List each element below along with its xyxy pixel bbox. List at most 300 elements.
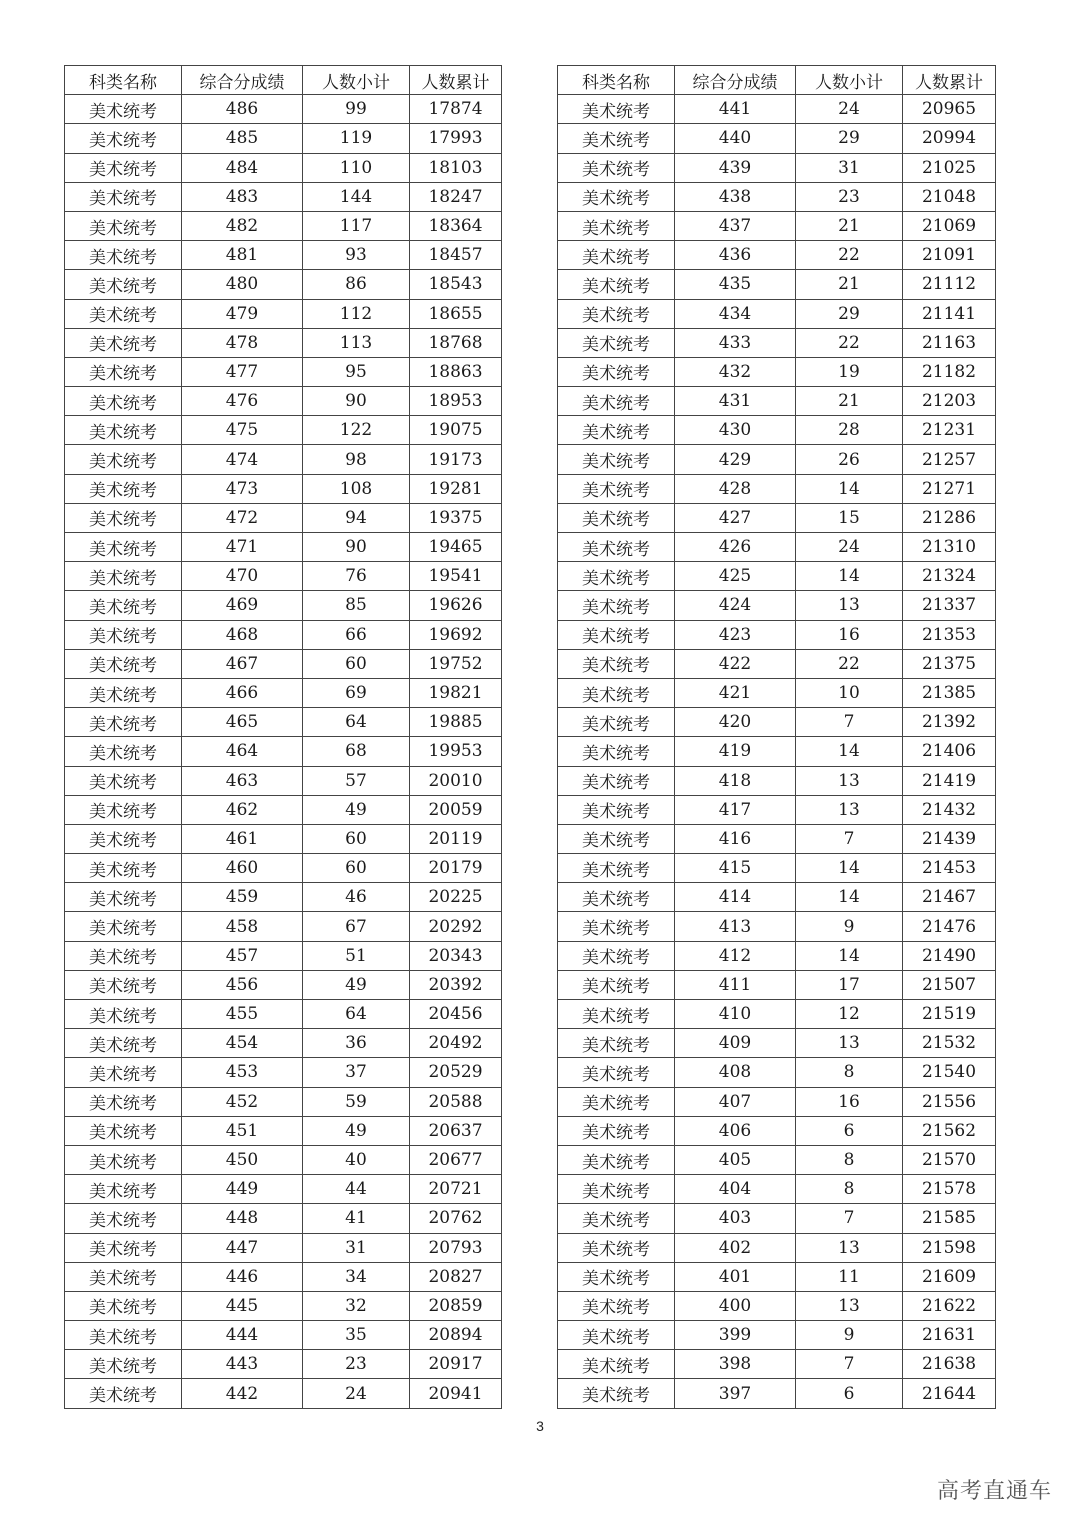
cell-cumulative: 21507	[903, 970, 996, 999]
cell-count: 64	[303, 1000, 410, 1029]
cell-score: 463	[182, 766, 303, 795]
cell-count: 15	[796, 503, 903, 532]
cell-cumulative: 21622	[903, 1291, 996, 1320]
cell-count: 119	[303, 124, 410, 153]
cell-count: 21	[796, 387, 903, 416]
cell-subject: 美术统考	[65, 387, 182, 416]
cell-score: 460	[182, 854, 303, 883]
table-row	[65, 328, 502, 357]
cell-count: 76	[303, 562, 410, 591]
cell-cumulative: 19541	[410, 562, 502, 591]
header-cumulative: 人数累计	[903, 66, 996, 95]
cell-count: 28	[796, 416, 903, 445]
cell-score: 449	[182, 1175, 303, 1204]
table-row	[65, 270, 502, 299]
table-row	[65, 387, 502, 416]
cell-count: 7	[796, 1204, 903, 1233]
table-row	[65, 678, 502, 707]
cell-subject: 美术统考	[558, 1029, 675, 1058]
table-row	[558, 357, 996, 386]
cell-cumulative: 21203	[903, 387, 996, 416]
table-row	[65, 241, 502, 270]
cell-subject: 美术统考	[65, 620, 182, 649]
table-body	[65, 95, 502, 1408]
header-row	[558, 66, 996, 95]
cell-cumulative: 21631	[903, 1321, 996, 1350]
cell-count: 68	[303, 737, 410, 766]
cell-score: 454	[182, 1029, 303, 1058]
cell-count: 13	[796, 1291, 903, 1320]
table-row	[65, 854, 502, 883]
cell-score: 441	[675, 95, 796, 124]
table-row	[558, 153, 996, 182]
cell-count: 66	[303, 620, 410, 649]
cell-count: 35	[303, 1321, 410, 1350]
table-row	[558, 503, 996, 532]
cell-subject: 美术统考	[558, 299, 675, 328]
cell-subject: 美术统考	[558, 1350, 675, 1379]
table-row	[65, 970, 502, 999]
cell-score: 405	[675, 1145, 796, 1174]
cell-count: 60	[303, 649, 410, 678]
table-row	[558, 824, 996, 853]
cell-score: 411	[675, 970, 796, 999]
table-row	[65, 1116, 502, 1145]
cell-score: 421	[675, 678, 796, 707]
table-row	[558, 1145, 996, 1174]
cell-score: 472	[182, 503, 303, 532]
cell-subject: 美术统考	[65, 1233, 182, 1262]
cell-score: 455	[182, 1000, 303, 1029]
cell-score: 465	[182, 708, 303, 737]
cell-count: 22	[796, 328, 903, 357]
table-row	[65, 299, 502, 328]
cell-subject: 美术统考	[558, 941, 675, 970]
cell-score: 446	[182, 1262, 303, 1291]
cell-count: 24	[796, 533, 903, 562]
cell-cumulative: 20965	[903, 95, 996, 124]
cell-count: 69	[303, 678, 410, 707]
cell-subject: 美术统考	[558, 153, 675, 182]
cell-score: 483	[182, 182, 303, 211]
table-header	[558, 66, 996, 95]
cell-cumulative: 20994	[903, 124, 996, 153]
cell-subject: 美术统考	[65, 1321, 182, 1350]
cell-cumulative: 21025	[903, 153, 996, 182]
cell-cumulative: 18247	[410, 182, 502, 211]
cell-score: 419	[675, 737, 796, 766]
cell-cumulative: 19821	[410, 678, 502, 707]
cell-subject: 美术统考	[558, 1321, 675, 1350]
table-row	[65, 95, 502, 124]
cell-score: 440	[675, 124, 796, 153]
table-row	[558, 941, 996, 970]
cell-count: 13	[796, 1233, 903, 1262]
table-row	[65, 649, 502, 678]
cell-subject: 美术统考	[558, 854, 675, 883]
cell-count: 21	[796, 270, 903, 299]
cell-subject: 美术统考	[65, 241, 182, 270]
cell-count: 64	[303, 708, 410, 737]
cell-cumulative: 19692	[410, 620, 502, 649]
cell-subject: 美术统考	[65, 328, 182, 357]
cell-cumulative: 21598	[903, 1233, 996, 1262]
table-row	[65, 766, 502, 795]
cell-subject: 美术统考	[558, 766, 675, 795]
cell-subject: 美术统考	[558, 182, 675, 211]
cell-score: 412	[675, 941, 796, 970]
cell-count: 13	[796, 1029, 903, 1058]
cell-subject: 美术统考	[65, 649, 182, 678]
cell-count: 26	[796, 445, 903, 474]
cell-count: 108	[303, 474, 410, 503]
cell-score: 484	[182, 153, 303, 182]
cell-score: 445	[182, 1291, 303, 1320]
cell-cumulative: 19885	[410, 708, 502, 737]
table-row	[558, 270, 996, 299]
cell-subject: 美术统考	[558, 1000, 675, 1029]
table-row	[65, 1291, 502, 1320]
cell-count: 14	[796, 883, 903, 912]
watermark-label: 高考直通车	[936, 1479, 1052, 1504]
cell-cumulative: 21439	[903, 824, 996, 853]
cell-score: 438	[675, 182, 796, 211]
table-row	[558, 591, 996, 620]
cell-cumulative: 20392	[410, 970, 502, 999]
cell-count: 40	[303, 1145, 410, 1174]
cell-subject: 美术统考	[65, 562, 182, 591]
cell-subject: 美术统考	[65, 708, 182, 737]
table-row	[558, 1262, 996, 1291]
table-row	[558, 912, 996, 941]
cell-subject: 美术统考	[65, 1000, 182, 1029]
cell-subject: 美术统考	[558, 1175, 675, 1204]
cell-subject: 美术统考	[558, 474, 675, 503]
table-row	[558, 737, 996, 766]
cell-cumulative: 21048	[903, 182, 996, 211]
cell-score: 444	[182, 1321, 303, 1350]
cell-count: 95	[303, 357, 410, 386]
cell-cumulative: 20637	[410, 1116, 502, 1145]
cell-subject: 美术统考	[558, 591, 675, 620]
cell-cumulative: 21467	[903, 883, 996, 912]
table-row	[558, 533, 996, 562]
cell-count: 49	[303, 1116, 410, 1145]
cell-score: 431	[675, 387, 796, 416]
cell-score: 462	[182, 795, 303, 824]
cell-count: 85	[303, 591, 410, 620]
cell-score: 429	[675, 445, 796, 474]
cell-score: 435	[675, 270, 796, 299]
cell-cumulative: 21141	[903, 299, 996, 328]
cell-score: 443	[182, 1350, 303, 1379]
cell-subject: 美术统考	[65, 1058, 182, 1087]
cell-cumulative: 21532	[903, 1029, 996, 1058]
cell-cumulative: 21453	[903, 854, 996, 883]
cell-subject: 美术统考	[558, 1204, 675, 1233]
table-body	[558, 95, 996, 1408]
table-row	[65, 1087, 502, 1116]
table-row	[65, 1029, 502, 1058]
cell-subject: 美术统考	[558, 357, 675, 386]
cell-count: 17	[796, 970, 903, 999]
cell-score: 398	[675, 1350, 796, 1379]
cell-score: 423	[675, 620, 796, 649]
cell-score: 464	[182, 737, 303, 766]
cell-cumulative: 21112	[903, 270, 996, 299]
table-row	[558, 328, 996, 357]
cell-cumulative: 21556	[903, 1087, 996, 1116]
cell-subject: 美术统考	[65, 1379, 182, 1408]
cell-score: 430	[675, 416, 796, 445]
cell-cumulative: 20793	[410, 1233, 502, 1262]
table-row	[65, 124, 502, 153]
cell-cumulative: 21578	[903, 1175, 996, 1204]
cell-subject: 美术统考	[65, 766, 182, 795]
table-row	[558, 1058, 996, 1087]
table-row	[558, 387, 996, 416]
table-row	[65, 562, 502, 591]
table-row	[558, 1379, 996, 1408]
cell-count: 67	[303, 912, 410, 941]
cell-cumulative: 21069	[903, 211, 996, 240]
cell-cumulative: 18953	[410, 387, 502, 416]
cell-count: 60	[303, 824, 410, 853]
cell-cumulative: 20225	[410, 883, 502, 912]
cell-cumulative: 21585	[903, 1204, 996, 1233]
cell-subject: 美术统考	[65, 795, 182, 824]
header-score: 综合分成绩	[182, 66, 303, 95]
cell-score: 457	[182, 941, 303, 970]
cell-count: 9	[796, 1321, 903, 1350]
table-row	[558, 1000, 996, 1029]
cell-subject: 美术统考	[558, 1058, 675, 1087]
cell-cumulative: 21392	[903, 708, 996, 737]
cell-score: 458	[182, 912, 303, 941]
cell-score: 397	[675, 1379, 796, 1408]
table-row	[558, 1087, 996, 1116]
cell-count: 13	[796, 591, 903, 620]
table-row	[65, 1321, 502, 1350]
cell-score: 432	[675, 357, 796, 386]
cell-cumulative: 21570	[903, 1145, 996, 1174]
cell-score: 469	[182, 591, 303, 620]
cell-cumulative: 21562	[903, 1116, 996, 1145]
table-row	[558, 445, 996, 474]
cell-cumulative: 19626	[410, 591, 502, 620]
cell-subject: 美术统考	[65, 270, 182, 299]
cell-score: 422	[675, 649, 796, 678]
table-row	[558, 854, 996, 883]
table-header	[65, 66, 502, 95]
cell-cumulative: 19752	[410, 649, 502, 678]
cell-count: 112	[303, 299, 410, 328]
table-row	[65, 1058, 502, 1087]
cell-count: 7	[796, 1350, 903, 1379]
cell-cumulative: 20917	[410, 1350, 502, 1379]
cell-score: 478	[182, 328, 303, 357]
table-row	[558, 970, 996, 999]
cell-subject: 美术统考	[65, 1262, 182, 1291]
cell-count: 36	[303, 1029, 410, 1058]
table-row	[65, 1350, 502, 1379]
cell-subject: 美术统考	[65, 591, 182, 620]
cell-score: 448	[182, 1204, 303, 1233]
table-row	[65, 708, 502, 737]
cell-score: 401	[675, 1262, 796, 1291]
cell-count: 110	[303, 153, 410, 182]
cell-subject: 美术统考	[65, 357, 182, 386]
cell-subject: 美术统考	[65, 883, 182, 912]
cell-score: 427	[675, 503, 796, 532]
cell-subject: 美术统考	[558, 912, 675, 941]
cell-score: 467	[182, 649, 303, 678]
cell-score: 437	[675, 211, 796, 240]
cell-cumulative: 20059	[410, 795, 502, 824]
cell-subject: 美术统考	[65, 299, 182, 328]
cell-score: 399	[675, 1321, 796, 1350]
cell-cumulative: 18768	[410, 328, 502, 357]
table-row	[65, 474, 502, 503]
cell-cumulative: 21432	[903, 795, 996, 824]
cell-cumulative: 21337	[903, 591, 996, 620]
cell-score: 461	[182, 824, 303, 853]
cell-count: 99	[303, 95, 410, 124]
cell-cumulative: 21519	[903, 1000, 996, 1029]
table-row	[65, 941, 502, 970]
cell-count: 59	[303, 1087, 410, 1116]
table-row	[558, 766, 996, 795]
cell-score: 434	[675, 299, 796, 328]
cell-score: 447	[182, 1233, 303, 1262]
header-subject: 科类名称	[65, 66, 182, 95]
cell-score: 456	[182, 970, 303, 999]
table-row	[558, 883, 996, 912]
table-row	[65, 1175, 502, 1204]
cell-cumulative: 18457	[410, 241, 502, 270]
cell-subject: 美术统考	[558, 620, 675, 649]
table-row	[558, 124, 996, 153]
header-score: 综合分成绩	[675, 66, 796, 95]
table-row	[558, 562, 996, 591]
cell-score: 481	[182, 241, 303, 270]
cell-score: 433	[675, 328, 796, 357]
cell-subject: 美术统考	[65, 445, 182, 474]
table-row	[65, 883, 502, 912]
cell-count: 9	[796, 912, 903, 941]
cell-score: 470	[182, 562, 303, 591]
cell-count: 14	[796, 737, 903, 766]
table-row	[558, 474, 996, 503]
cell-count: 6	[796, 1116, 903, 1145]
cell-subject: 美术统考	[558, 241, 675, 270]
cell-cumulative: 20894	[410, 1321, 502, 1350]
table-row	[65, 795, 502, 824]
table-row	[558, 1029, 996, 1058]
cell-score: 468	[182, 620, 303, 649]
cell-count: 94	[303, 503, 410, 532]
cell-subject: 美术统考	[558, 678, 675, 707]
table-row	[65, 1262, 502, 1291]
cell-count: 117	[303, 211, 410, 240]
cell-subject: 美术统考	[65, 1145, 182, 1174]
cell-subject: 美术统考	[65, 1350, 182, 1379]
header-count: 人数小计	[303, 66, 410, 95]
cell-subject: 美术统考	[65, 211, 182, 240]
table-row	[65, 824, 502, 853]
cell-subject: 美术统考	[65, 824, 182, 853]
cell-subject: 美术统考	[65, 941, 182, 970]
table-row	[558, 649, 996, 678]
cell-score: 402	[675, 1233, 796, 1262]
cell-count: 90	[303, 387, 410, 416]
cell-subject: 美术统考	[558, 445, 675, 474]
cell-count: 122	[303, 416, 410, 445]
table-row	[558, 1116, 996, 1145]
cell-count: 24	[303, 1379, 410, 1408]
cell-subject: 美术统考	[558, 824, 675, 853]
table-row	[558, 299, 996, 328]
cell-score: 409	[675, 1029, 796, 1058]
cell-subject: 美术统考	[558, 1262, 675, 1291]
cell-count: 14	[796, 854, 903, 883]
cell-count: 22	[796, 241, 903, 270]
cell-cumulative: 21271	[903, 474, 996, 503]
cell-count: 19	[796, 357, 903, 386]
cell-cumulative: 20119	[410, 824, 502, 853]
cell-subject: 美术统考	[65, 678, 182, 707]
cell-subject: 美术统考	[65, 1204, 182, 1233]
cell-subject: 美术统考	[65, 912, 182, 941]
cell-cumulative: 18655	[410, 299, 502, 328]
cell-cumulative: 19075	[410, 416, 502, 445]
cell-cumulative: 17993	[410, 124, 502, 153]
table-row	[65, 1204, 502, 1233]
cell-score: 410	[675, 1000, 796, 1029]
cell-score: 400	[675, 1291, 796, 1320]
cell-subject: 美术统考	[558, 95, 675, 124]
cell-score: 471	[182, 533, 303, 562]
cell-count: 93	[303, 241, 410, 270]
cell-cumulative: 21476	[903, 912, 996, 941]
table-row	[558, 620, 996, 649]
cell-cumulative: 21644	[903, 1379, 996, 1408]
cell-count: 6	[796, 1379, 903, 1408]
cell-cumulative: 21310	[903, 533, 996, 562]
header-subject: 科类名称	[558, 66, 675, 95]
cell-subject: 美术统考	[65, 416, 182, 445]
cell-count: 44	[303, 1175, 410, 1204]
table-row	[65, 182, 502, 211]
cell-subject: 美术统考	[558, 416, 675, 445]
score-table-left	[64, 65, 502, 1409]
cell-score: 420	[675, 708, 796, 737]
cell-subject: 美术统考	[558, 533, 675, 562]
cell-score: 436	[675, 241, 796, 270]
cell-score: 424	[675, 591, 796, 620]
cell-count: 32	[303, 1291, 410, 1320]
cell-count: 144	[303, 182, 410, 211]
cell-score: 453	[182, 1058, 303, 1087]
cell-subject: 美术统考	[558, 387, 675, 416]
cell-score: 452	[182, 1087, 303, 1116]
cell-score: 482	[182, 211, 303, 240]
cell-cumulative: 21182	[903, 357, 996, 386]
cell-score: 413	[675, 912, 796, 941]
header-row	[65, 66, 502, 95]
cell-count: 98	[303, 445, 410, 474]
cell-subject: 美术统考	[558, 737, 675, 766]
